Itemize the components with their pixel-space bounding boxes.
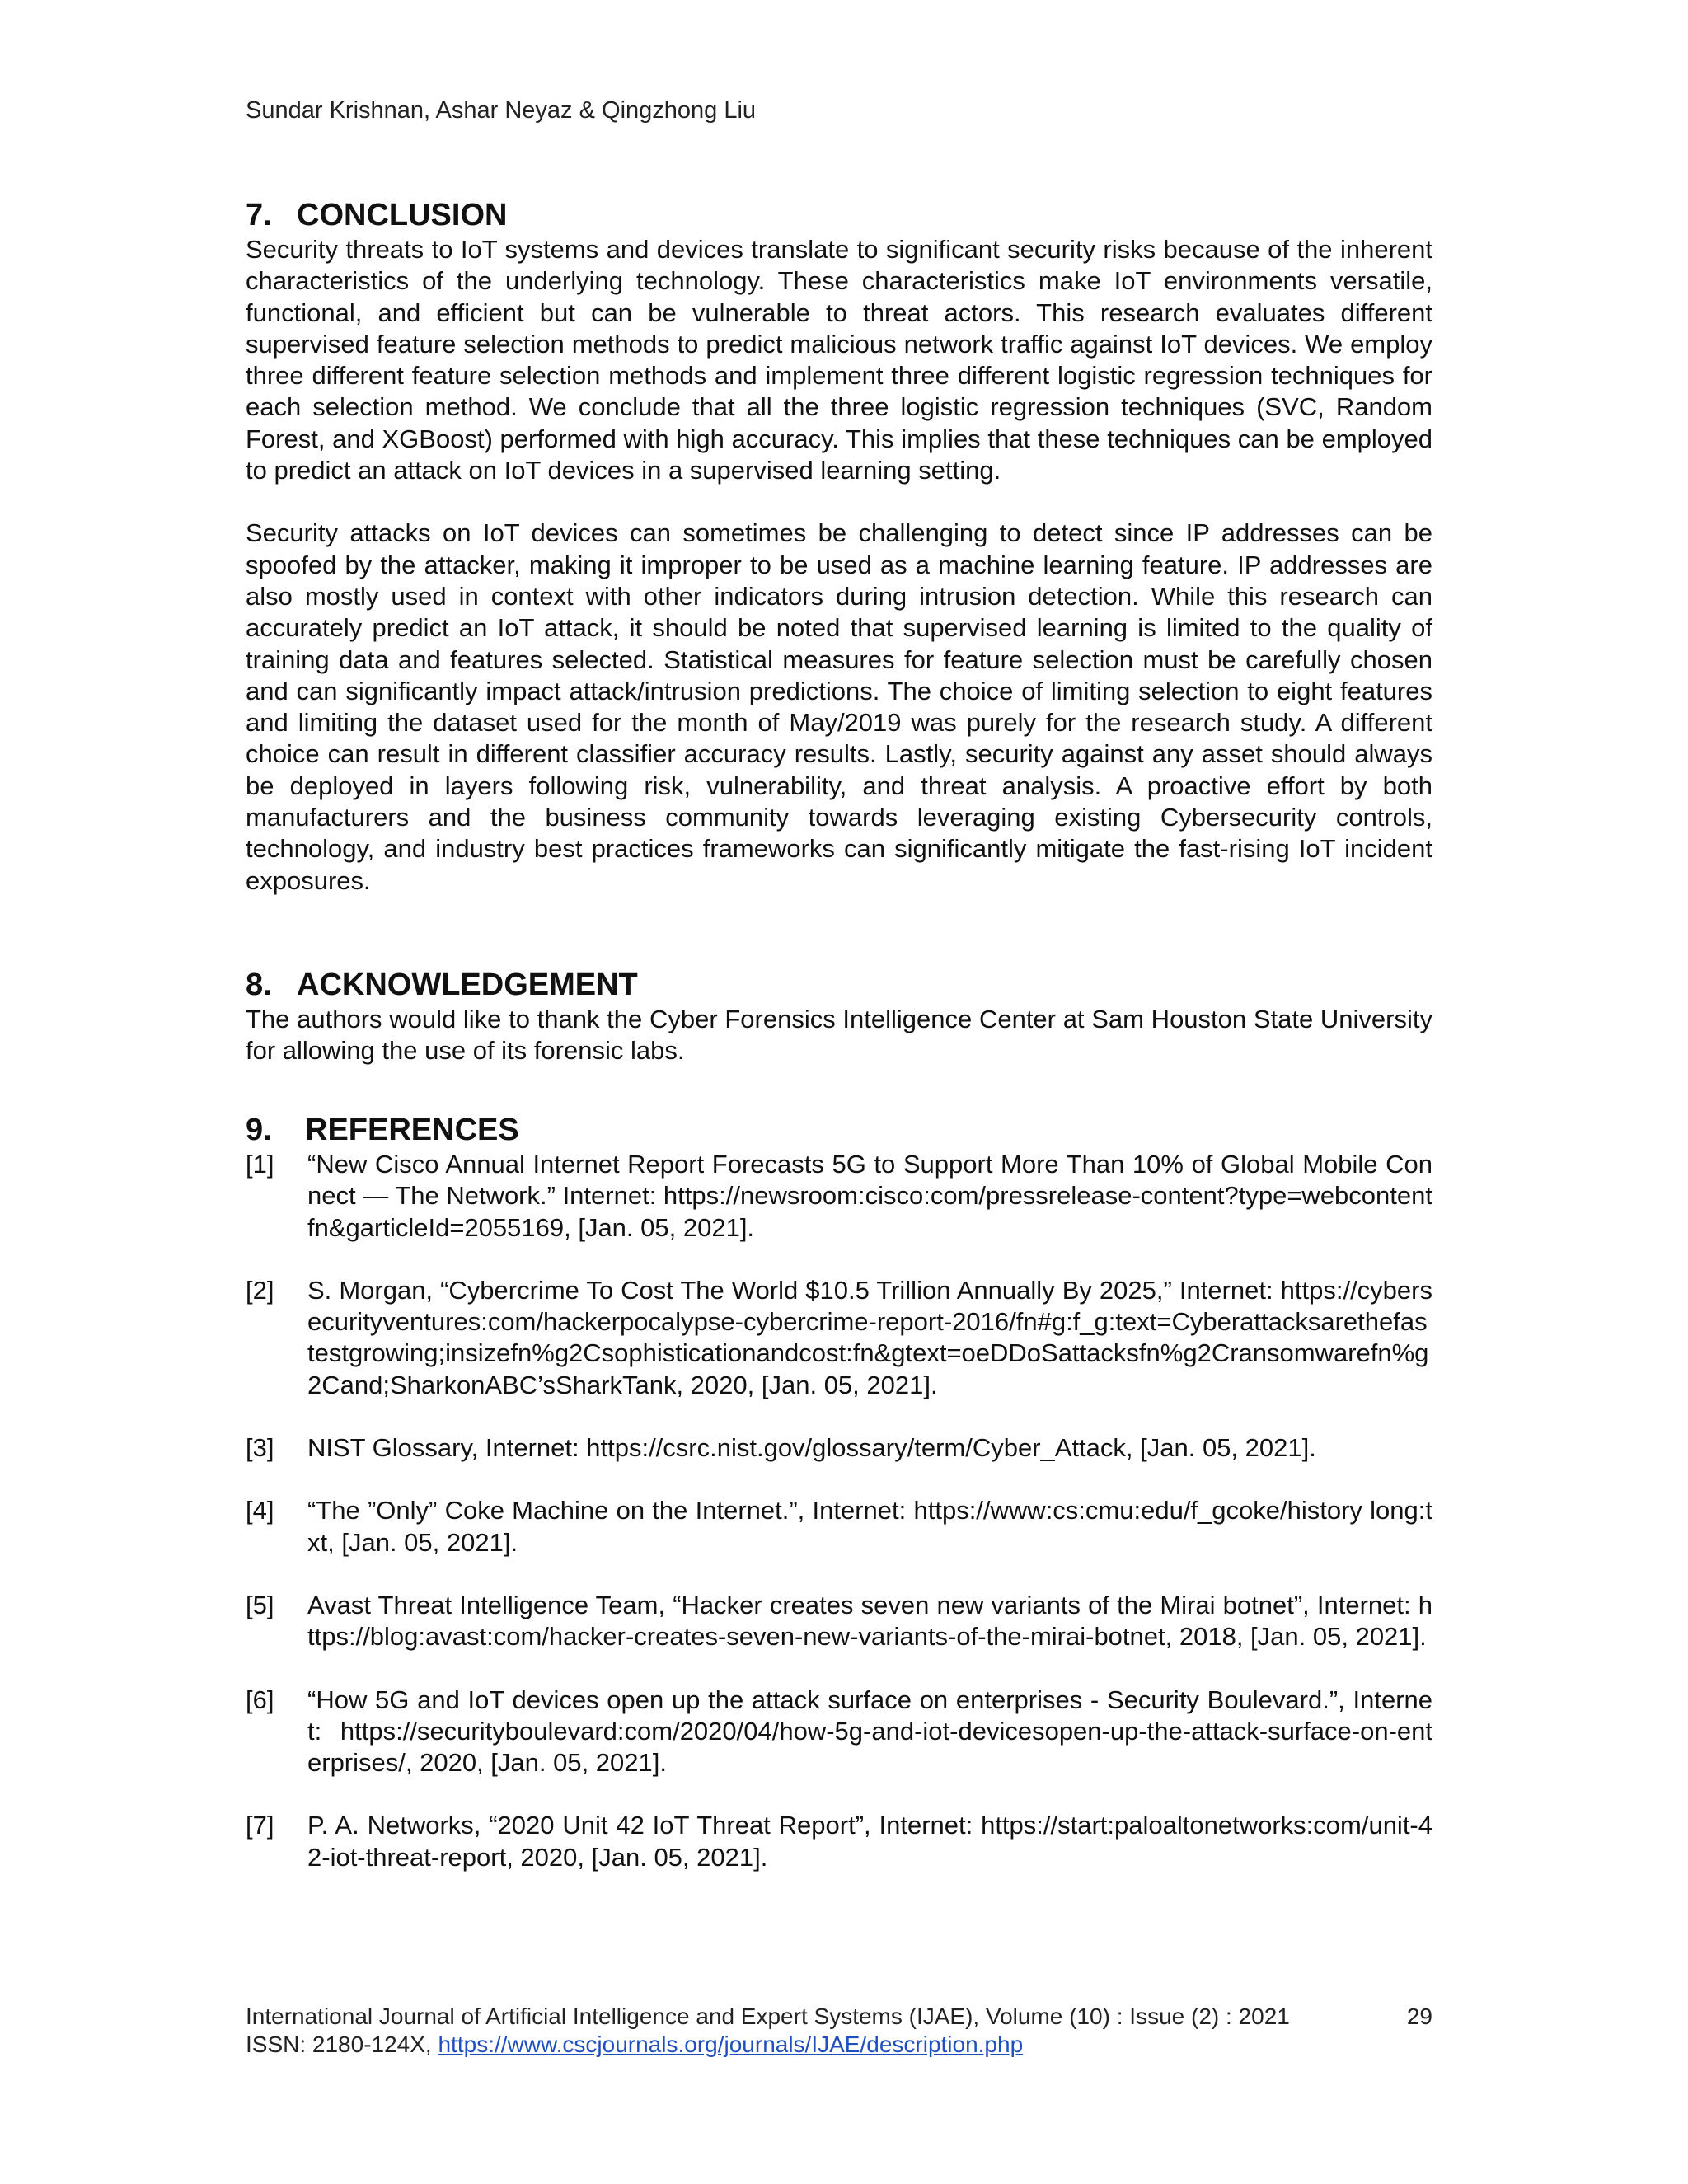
conclusion-paragraph-2: Security attacks on IoT devices can sometimes be challenging to detect since IP addresses can be spoofed by the attacker, making it improper to be used as a machine learning feature. IP addresses are also mostly used in context with other indicators during intrusion detection. While this research can accurately predict an IoT attack, it should be noted that supervised learning is limited to the quality of training data and features selected. Statistical measures for feature selection must be carefully chosen and can significantly impact attack/intrusion predictions. The choice of limiting selection to eight features and limiting the dataset used for the month of May/2019 was purely for the research study. A different choice can result in different classifier accuracy results. Lastly, security against any asset should always be deployed in layers following risk, vulnerability, and threat analysis. A proactive effort by both manufacturers and the business community towards leveraging existing Cybersecurity controls, technology, and industry best practices frameworks can significantly mitigate the fast-rising IoT incident exposures. <box>246 518 1432 895</box>
reference-number: [3] <box>246 1433 274 1463</box>
page-number: 29 <box>1406 2004 1432 2029</box>
reference-item <box>246 1685 1432 1779</box>
conclusion-paragraph-1: Security threats to IoT systems and devices translate to significant security risks because of the inherent characteristics of the underlying technology. These characteristics make IoT environments versatile, functional, and efficient but can be vulnerable to threat actors. This research evaluates different supervised feature selection methods to predict malicious network traffic against IoT devices. We employ three different feature selection methods and implement three different logistic regression techniques for each selection method. We conclude that all the three logistic regression techniques (SVC, Random Forest, and XGBoost) performed with high accuracy. This implies that these techniques can be employed to predict an attack on IoT devices in a supervised learning setting. <box>246 235 1432 485</box>
section-title: REFERENCES <box>305 1113 519 1147</box>
reference-text: S. Morgan, “Cybercrime To Cost The World $10.5 Trillion Annually By 2025,” Internet: https://cybersecurityventures:com/hackerpocalypse-cybercrime-report-2016/fn#g:f_g:text=Cyberattacksarethefastestgrowing;insizefn%g2Csophisticationandcost:fn&gtext=oeDDoSattacksfn%g2Cransomwarefn%g2Cand;SharkonABC’sSharkTank, 2020, [Jan. 05, 2021]. <box>307 1275 1432 1399</box>
reference-number: [5] <box>246 1590 274 1619</box>
reference-text: “How 5G and IoT devices open up the attack surface on enterprises - Security Boulevard.”, Internet: https://securityboulevard:com/2020/04/how-5g-and-iot-devicesopen-up-the-attack-surface-on-enterprises/, 2020, [Jan. 05, 2021]. <box>307 1685 1432 1778</box>
reference-number: [1] <box>246 1150 274 1179</box>
reference-text: “The ”Only” Coke Machine on the Internet.”, Internet: https://www:cs:cmu:edu/f_gcoke/history long:txt, [Jan. 05, 2021]. <box>307 1496 1432 1557</box>
section-number: 8. <box>246 968 272 1002</box>
reference-item <box>246 1810 1432 1873</box>
reference-item <box>246 1275 1432 1401</box>
journal-link[interactable]: https://www.cscjournals.org/journals/IJAE/description.php <box>438 2032 1024 2057</box>
conclusion-heading <box>246 196 1432 234</box>
reference-item <box>246 1590 1432 1653</box>
section-number: 7. <box>246 198 272 232</box>
section-title: ACKNOWLEDGEMENT <box>297 968 638 1002</box>
conclusion-section <box>246 196 1432 897</box>
reference-number: [4] <box>246 1496 274 1526</box>
reference-number: [6] <box>246 1685 274 1714</box>
journal-citation: International Journal of Artificial Intelligence and Expert Systems (IJAE), Volume (10) : Issue (2) : 2021 <box>246 2004 1290 2029</box>
acknowledgement-text: The authors would like to thank the Cyber Forensics Intelligence Center at Sam Houston State University for allowing the use of its forensic labs. <box>246 1005 1432 1066</box>
reference-list <box>246 1149 1432 1873</box>
reference-text: “New Cisco Annual Internet Report Forecasts 5G to Support More Than 10% of Global Mobile Connect — The Network.” Internet: https://newsroom:cisco:com/pressrelease-content?type=webcontentfn&garticleId=2055169, [Jan. 05, 2021]. <box>307 1150 1432 1242</box>
reference-item <box>246 1495 1432 1558</box>
issn: ISSN: 2180-124X, <box>246 2032 432 2057</box>
references-section <box>246 1111 1432 1905</box>
reference-number: [2] <box>246 1275 274 1305</box>
running-head: Sundar Krishnan, Ashar Neyaz & Qingzhong Liu <box>246 97 757 124</box>
reference-item <box>246 1149 1432 1244</box>
acknowledgement-heading <box>246 966 1432 1004</box>
section-number: 9. <box>246 1113 272 1147</box>
section-title: CONCLUSION <box>297 198 508 232</box>
acknowledgement-section <box>246 966 1432 1067</box>
page-footer <box>246 2003 1432 2059</box>
reference-item <box>246 1432 1432 1464</box>
reference-text: NIST Glossary, Internet: https://csrc.nist.gov/glossary/term/Cyber_Attack, [Jan. 05, 2021]. <box>307 1433 1316 1463</box>
footer-journal-line <box>246 2003 1432 2031</box>
references-heading <box>246 1111 1432 1149</box>
footer-issn-line <box>246 2031 1432 2059</box>
reference-number: [7] <box>246 1811 274 1840</box>
reference-text: P. A. Networks, “2020 Unit 42 IoT Threat Report”, Internet: https://start:paloaltonetworks:com/unit-42-iot-threat-report, 2020, [Jan. 05, 2021]. <box>307 1811 1432 1872</box>
reference-text: Avast Threat Intelligence Team, “Hacker creates seven new variants of the Mirai botnet”, Internet: https://blog:avast:com/hacker-creates-seven-new-variants-of-the-mirai-botnet, 2018, [Jan. 05, 2021]. <box>307 1590 1432 1652</box>
